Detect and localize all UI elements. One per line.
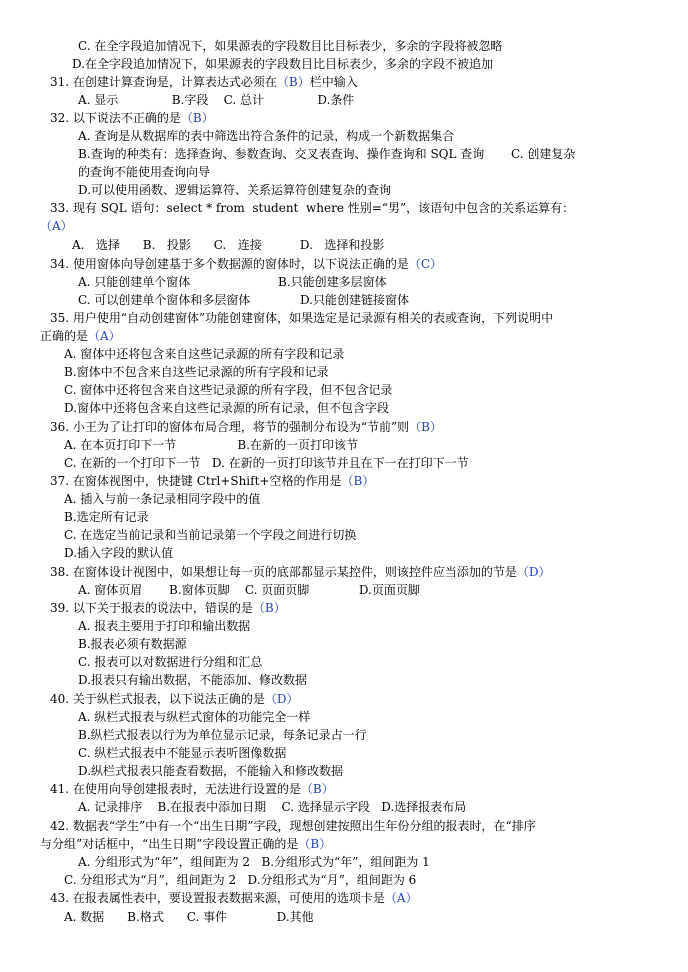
text-line: 36. 小王为了让打印的窗体布局合理，将节的强制分布设为“节前”则（B）	[50, 420, 442, 434]
text-line: B.报表必须有数据源	[78, 637, 187, 651]
text-line: D.可以使用函数、逻辑运算符、关系运算符创建复杂的查询	[78, 183, 392, 197]
text-line: A. 只能创建单个窗体 B.只能创建多层窗体	[78, 275, 387, 289]
text-line: C. 在全字段追加情况下，如果源表的字段数目比目标表少，多余的字段将被忽略	[78, 39, 503, 53]
text-line: 35. 用户使用“自动创建窗体”功能创建窗体，如果选定是记录源有相关的表或查询，下列说明中	[50, 311, 554, 325]
text-line: 34. 使用窗体向导创建基于多个数据源的窗体时，以下说法正确的是（C）	[50, 257, 443, 271]
answer-mark: （A）	[384, 891, 418, 905]
text-line: 的查询不能使用查询向导	[78, 165, 211, 179]
answer-mark: （B）	[409, 420, 442, 434]
answer-mark: （A）	[40, 219, 73, 233]
text-line: C. 报表可以对数据进行分组和汇总	[78, 655, 263, 669]
text-line: A. 选择 B. 投影 C. 连接 D. 选择和投影	[72, 238, 385, 252]
text-line: 33. 现有 SQL 语句：select * from student where 性别=“男”，该语句中包含的关系运算有：	[50, 201, 575, 215]
text-line: 与分组”对话框中，“出生日期”字段设置正确的是（B）	[40, 837, 332, 851]
text-line: 31. 在创建计算查询是，计算表达式必须在（B）栏中输入	[50, 75, 358, 89]
text-line: 42. 数据表“学生”中有一个“出生日期”字段，现想创建按照出生年份分组的报表时，在“排序	[50, 819, 536, 833]
text-line: A. 窗体中还将包含来自这些记录源的所有字段和记录	[64, 347, 345, 361]
text-line: 38. 在窗体设计视图中，如果想让每一页的底部都显示某控件，则该控件应当添加的节是（D）	[50, 565, 551, 579]
text-line: A. 纵栏式报表与纵栏式窗体的功能完全一样	[78, 710, 311, 724]
answer-mark: （B）	[300, 782, 334, 796]
text-line	[40, 217, 73, 235]
text-line: D.报表只有输出数据，不能添加、修改数据	[78, 673, 308, 687]
text-line: 40. 关于纵栏式报表，以下说法正确的是（D）	[50, 692, 299, 706]
text-line: A. 插入与前一条记录相同字段中的值	[64, 492, 261, 506]
text-line: B.查询的种类有：选择查询、参数查询、交叉表查询、操作查询和 SQL 查询 C. 创建复杂	[78, 147, 576, 161]
text-line: A. 在本页打印下一节 B.在新的一页打印该节	[64, 438, 358, 452]
text-line: 43. 在报表属性表中，要设置报表数据来源，可使用的选项卡是（A）	[50, 891, 418, 905]
answer-mark: （A）	[88, 329, 121, 343]
text-line: A. 窗体页眉 B.窗体页脚 C. 页面页脚 D.页面页脚	[78, 583, 420, 597]
text-line: C. 可以创建单个窗体和多层窗体 D.只能创建链接窗体	[78, 293, 409, 307]
text-line: 39. 以下关于报表的说法中，错误的是（B）	[50, 601, 286, 615]
text-line: B.纵栏式报表以行为为单位显示记录，每条记录占一行	[78, 728, 367, 742]
text-line: B.窗体中不包含来自这些记录源的所有字段和记录	[64, 365, 329, 379]
answer-mark: （B）	[341, 474, 375, 488]
text-line: A. 查询是从数据库的表中筛选出符合条件的记录，构成一个新数据集合	[78, 129, 455, 143]
answer-mark: （D）	[516, 565, 551, 579]
text-line: A. 显示 B.字段 C. 总计 D.条件	[78, 93, 355, 107]
text-line: B.选定所有记录	[64, 510, 149, 524]
answer-mark: （B）	[276, 75, 310, 89]
answer-mark: （C）	[408, 257, 443, 271]
text-line: 正确的是（A）	[40, 329, 121, 343]
answer-mark: （B）	[180, 111, 214, 125]
answer-mark: （D）	[264, 692, 299, 706]
text-line: 32. 以下说法不正确的是（B）	[50, 111, 214, 125]
text-line: A. 数据 B.格式 C. 事件 D.其他	[64, 910, 314, 924]
text-line: C. 分组形式为“月”，组间距为 2 D.分组形式为“月”，组间距为 6	[64, 873, 417, 887]
text-line: D.在全字段追加情况下，如果源表的字段数目比目标表少，多余的字段不被追加	[72, 57, 494, 71]
text-line: 41. 在使用向导创建报表时，无法进行设置的是（B）	[50, 782, 334, 796]
text-line: D.插入字段的默认值	[64, 546, 174, 560]
text-line: D.窗体中还将包含来自这些记录源的所有记录，但不包含字段	[64, 401, 390, 415]
text-line: C. 纵栏式报表中不能显示表听图像数据	[78, 746, 287, 760]
text-line: C. 在选定当前记录和当前记录第一个字段之间进行切换	[64, 528, 357, 542]
text-line: A. 记录排序 B.在报表中添加日期 C. 选择显示字段 D.选择报表布局	[78, 800, 467, 814]
text-line: C. 在新的一个打印下一节 D. 在新的一页打印该节并且在下一在打印下一节	[64, 456, 469, 470]
text-line: C. 窗体中还将包含来自这些记录源的所有字段，但不包含记录	[64, 383, 393, 397]
answer-mark: （B）	[298, 837, 332, 851]
answer-mark: （B）	[252, 601, 286, 615]
text-line: 37. 在窗体视图中，快捷键 Ctrl+Shift+空格的作用是（B）	[50, 474, 375, 488]
text-line: D.纵栏式报表只能查看数据，不能输入和修改数据	[78, 764, 344, 778]
text-line: A. 分组形式为“年”，组间距为 2 B.分组形式为“年”，组间距为 1	[78, 855, 430, 869]
text-line: A. 报表主要用于打印和输出数据	[78, 619, 251, 633]
